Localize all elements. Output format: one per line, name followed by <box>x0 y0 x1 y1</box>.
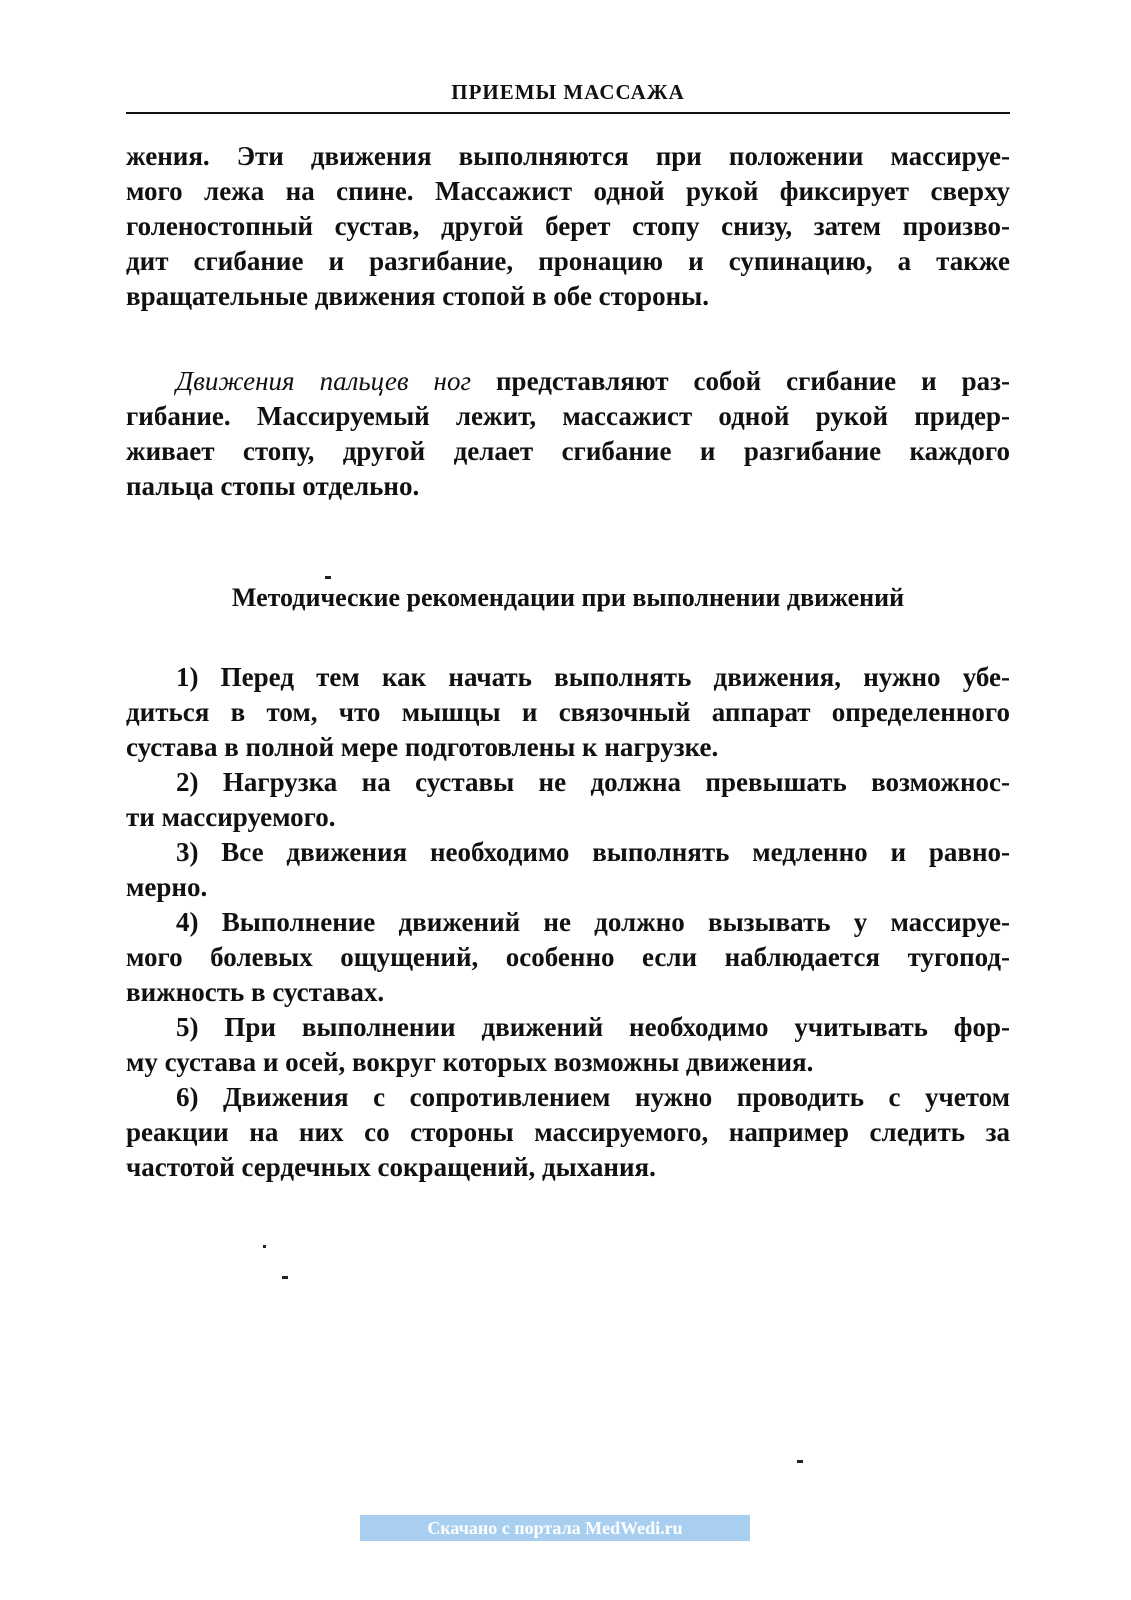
scan-speck <box>263 1245 266 1248</box>
scan-speck <box>282 1276 288 1279</box>
list-item-line: му сустава и осей, вокруг которых возможны движения. <box>126 1047 814 1077</box>
text-line: дит сгибание и разгибание, пронацию и супинацию, а также <box>126 246 1010 276</box>
text-line: жения. Эти движения выполняются при положении массируе- <box>126 141 1010 171</box>
recommendations-list <box>126 660 1010 1185</box>
list-item-line: реакции на них со стороны массируемого, например следить за <box>126 1117 1010 1147</box>
scan-speck <box>325 576 331 579</box>
list-item-line: 1) Перед тем как начать выполнять движения, нужно убе- <box>176 662 1010 692</box>
list-item-line: 3) Все движения необходимо выполнять медленно и равно- <box>176 837 1010 867</box>
list-item-line: мого болевых ощущений, особенно если наблюдается тугопод- <box>126 942 1010 972</box>
section-heading: Методические рекомендации при выполнении движений <box>231 583 905 612</box>
text-line: вращательные движения стопой в обе стороны. <box>126 281 709 311</box>
watermark-banner: Скачано с портала MedWedi.ru <box>360 1515 750 1541</box>
list-item-line: 4) Выполнение движений не должно вызывать у массируе- <box>176 907 1010 937</box>
list-item-line: 5) При выполнении движений необходимо учитывать фор- <box>176 1012 1010 1042</box>
paragraph-toe-movements <box>126 364 1010 504</box>
italic-term: Движения пальцев ног <box>176 366 471 396</box>
header-rule <box>126 112 1010 114</box>
text-line: гибание. Массируемый лежит, массажист одной рукой придер- <box>126 401 1010 431</box>
paragraph-joint-movements <box>126 139 1010 314</box>
running-header: ПРИЕМЫ МАССАЖА <box>451 80 685 104</box>
list-item-line: 2) Нагрузка на суставы не должна превышать возможнос- <box>176 767 1010 797</box>
text-line: живает стопу, другой делает сгибание и разгибание каждого <box>126 436 1010 466</box>
list-item-line: ти массируемого. <box>126 802 336 832</box>
text-line: голеностопный сустав, другой берет стопу снизу, затем произво- <box>126 211 1010 241</box>
list-item-line: мерно. <box>126 872 208 902</box>
text-line <box>126 364 1010 399</box>
list-item-line: вижность в суставах. <box>126 977 385 1007</box>
list-item-line: 6) Движения с сопротивлением нужно проводить с учетом <box>176 1082 1010 1112</box>
text-line: мого лежа на спине. Массажист одной рукой фиксирует сверху <box>126 176 1010 206</box>
text-line: пальца стопы отдельно. <box>126 471 420 501</box>
text-fragment: представляют собой сгибание и раз- <box>470 366 1011 396</box>
list-item-line: частотой сердечных сокращений, дыхания. <box>126 1152 656 1182</box>
list-item-line: сустава в полной мере подготовлены к нагрузке. <box>126 732 719 762</box>
list-item-line: диться в том, что мышцы и связочный аппарат определенного <box>126 697 1010 727</box>
scan-speck <box>797 1460 803 1463</box>
